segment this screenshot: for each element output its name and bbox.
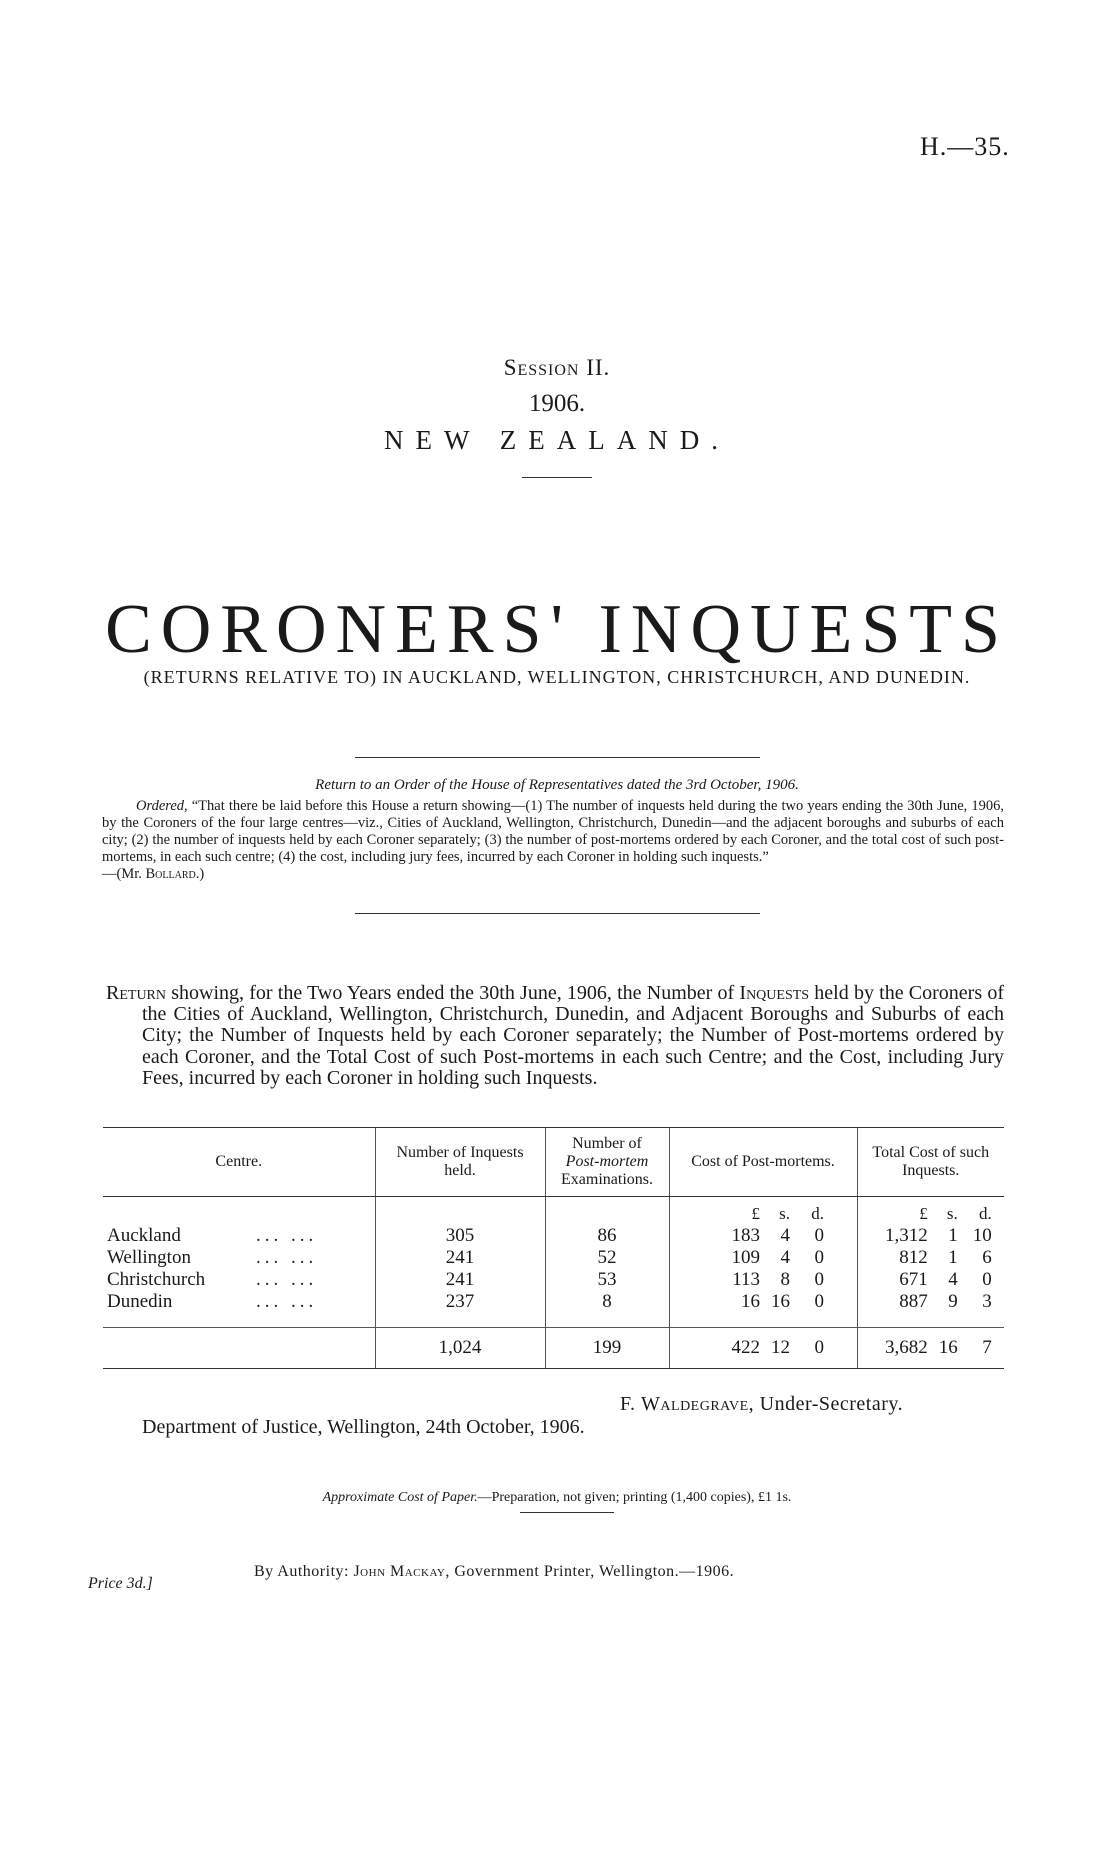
header-postmortems-c: Examinations. [561, 1171, 653, 1188]
unit-shillings-total: s. [946, 1204, 958, 1223]
row-tc-shillings: 1 [948, 1225, 958, 1246]
cost-paper-text: —Preparation, not given; printing (1,400 copies), £1 1s. [477, 1490, 792, 1505]
header-postmortems [545, 1128, 669, 1197]
row-dots: ... ... [256, 1247, 318, 1268]
return-text-b: held by the Coroners of the Cities of Auckland, Wellington, Christchurch, Dunedin, and Adjacent Boroughs and Suburbs of each City; the Number of Inquests held by each Coroner separately; the Number of Post-mortems ordered by each Coroner, and the Total Cost of such Post-mortems in each such Centre; and the Cost, including Jury Fees, incurred by each Coroner in holding such Inquests. [142, 982, 1005, 1089]
order-text [102, 798, 1004, 883]
signature-initial: F. [620, 1393, 636, 1415]
row-pm-shillings: 4 [780, 1247, 790, 1268]
row-pm-pence: 0 [814, 1225, 824, 1246]
unit-pounds: £ [751, 1204, 760, 1223]
table-row [103, 1225, 1004, 1247]
total-inquests: 1,024 [375, 1328, 545, 1369]
row-centre: Dunedin [107, 1291, 173, 1312]
order-heading: Return to an Order of the House of Representatives dated the 3rd October, 1906. [315, 777, 799, 793]
row-pm-pounds: 16 [741, 1291, 760, 1312]
divider-footer [520, 1512, 614, 1513]
return-inquests-word: Inquests [739, 982, 810, 1004]
row-pm-pounds: 109 [731, 1247, 760, 1268]
divider-short [522, 477, 592, 478]
unit-shillings: s. [779, 1204, 790, 1223]
row-pm-pence: 0 [814, 1291, 824, 1312]
authority-suffix: , Government Printer, Wellington.—1906. [445, 1563, 735, 1580]
signature-name: Waldegrave [641, 1393, 749, 1415]
row-tc-pounds: 887 [899, 1291, 928, 1312]
row-tc-pounds: 812 [899, 1247, 928, 1268]
department-line: Department of Justice, Wellington, 24th October, 1906. [142, 1416, 585, 1438]
header-total-cost: Total Cost of such Inquests. [857, 1128, 1004, 1197]
header-cost-postmortems: Cost of Post-mortems. [669, 1128, 857, 1197]
row-tc-shillings: 9 [948, 1291, 958, 1312]
table-row [103, 1269, 1004, 1291]
unit-pence-total: d. [979, 1204, 992, 1223]
row-pm-shillings: 4 [780, 1225, 790, 1246]
unit-pence: d. [811, 1204, 824, 1223]
mover-prefix: —(Mr. [102, 866, 142, 882]
header-postmortems-a: Number of [572, 1135, 642, 1152]
total-tc-pence: 7 [982, 1337, 992, 1358]
authority-printer: John Mackay [353, 1563, 446, 1580]
total-pm-shillings: 12 [771, 1337, 790, 1358]
row-dots: ... ... [256, 1291, 318, 1312]
table-header-row [103, 1128, 1004, 1197]
row-tc-shillings: 4 [948, 1269, 958, 1290]
row-postmortems: 52 [545, 1247, 669, 1269]
row-tc-shillings: 1 [948, 1247, 958, 1268]
session-line: Session II. [503, 355, 611, 380]
printer-authority [254, 1563, 734, 1581]
units-row [103, 1197, 1004, 1226]
row-postmortems: 8 [545, 1291, 669, 1328]
row-tc-pounds: 1,312 [885, 1225, 928, 1246]
order-body: “That there be laid before this House a return showing—(1) The number of inquests held during the two years ending the 30th June, 1906, by the Coroners of the four large centres—viz., Cities of Auckland, Wellington, Christchurch, Dunedin—and the adjacent boroughs and suburbs of each city; (2) the number of inquests held by each Coroner separately; (3) the number of post-mortems ordered by each Coroner, and the total cost of such post-mortems, in each such centre; (4) the cost, including jury fees, incurred by each Coroner in holding such inquests.” [102, 798, 1004, 865]
row-dots: ... ... [256, 1269, 318, 1290]
total-pm-pounds: 422 [731, 1337, 760, 1358]
authority-prefix: By Authority: [254, 1563, 349, 1580]
totals-row [103, 1328, 1004, 1369]
row-inquests: 305 [375, 1225, 545, 1247]
mover-suffix: .) [195, 866, 205, 882]
table-row [103, 1291, 1004, 1328]
header-centre: Centre. [103, 1128, 375, 1197]
header-postmortems-b: Post-mortem [565, 1153, 649, 1170]
row-pm-pounds: 183 [731, 1225, 760, 1246]
country-name: NEW ZEALAND. [384, 425, 730, 455]
row-inquests: 241 [375, 1247, 545, 1269]
divider-order-top [355, 757, 760, 758]
document-title: CORONERS' INQUESTS [105, 591, 1009, 668]
mover-name: Bollard [145, 866, 196, 882]
row-pm-shillings: 8 [780, 1269, 790, 1290]
row-centre: Christchurch [107, 1269, 206, 1290]
total-tc-pounds: 3,682 [885, 1337, 928, 1358]
total-pm-pence: 0 [814, 1337, 824, 1358]
row-pm-pounds: 113 [732, 1269, 760, 1290]
page-reference: H.—35. [920, 132, 1010, 161]
signature [620, 1393, 903, 1416]
row-inquests: 241 [375, 1269, 545, 1291]
row-centre: Auckland [107, 1225, 181, 1246]
row-postmortems: 53 [545, 1269, 669, 1291]
return-first-word: Return [106, 982, 167, 1004]
row-tc-pence: 3 [982, 1291, 992, 1312]
ordered-word: Ordered, [136, 798, 188, 814]
session-year: 1906. [528, 390, 586, 417]
row-inquests: 237 [375, 1291, 545, 1328]
header-inquests: Number of Inquests held. [375, 1128, 545, 1197]
row-tc-pounds: 671 [899, 1269, 928, 1290]
row-centre: Wellington [107, 1247, 191, 1268]
cost-paper-label: Approximate Cost of Paper. [322, 1490, 478, 1505]
row-tc-pence: 10 [972, 1225, 992, 1246]
row-postmortems: 86 [545, 1225, 669, 1247]
row-pm-pence: 0 [814, 1269, 824, 1290]
return-text-a: showing, for the Two Years ended the 30th June, 1906, the Number of [171, 982, 735, 1004]
return-description [106, 983, 1004, 1089]
returns-table [103, 1127, 1004, 1369]
unit-pounds-total: £ [919, 1204, 928, 1223]
total-tc-shillings: 16 [938, 1337, 958, 1358]
row-pm-shillings: 16 [771, 1291, 790, 1312]
row-dots: ... ... [256, 1225, 318, 1246]
row-tc-pence: 6 [982, 1247, 992, 1268]
row-tc-pence: 0 [982, 1269, 992, 1290]
price-note: Price 3d.] [88, 1575, 153, 1592]
table-row [103, 1247, 1004, 1269]
total-postmortems: 199 [545, 1328, 669, 1369]
document-subtitle: (RETURNS RELATIVE TO) IN AUCKLAND, WELLINGTON, CHRISTCHURCH, AND DUNEDIN. [143, 667, 971, 687]
row-pm-pence: 0 [814, 1247, 824, 1268]
signature-role: , Under-Secretary. [748, 1393, 904, 1415]
cost-of-paper [0, 1490, 1114, 1506]
divider-order-bottom [355, 913, 760, 914]
